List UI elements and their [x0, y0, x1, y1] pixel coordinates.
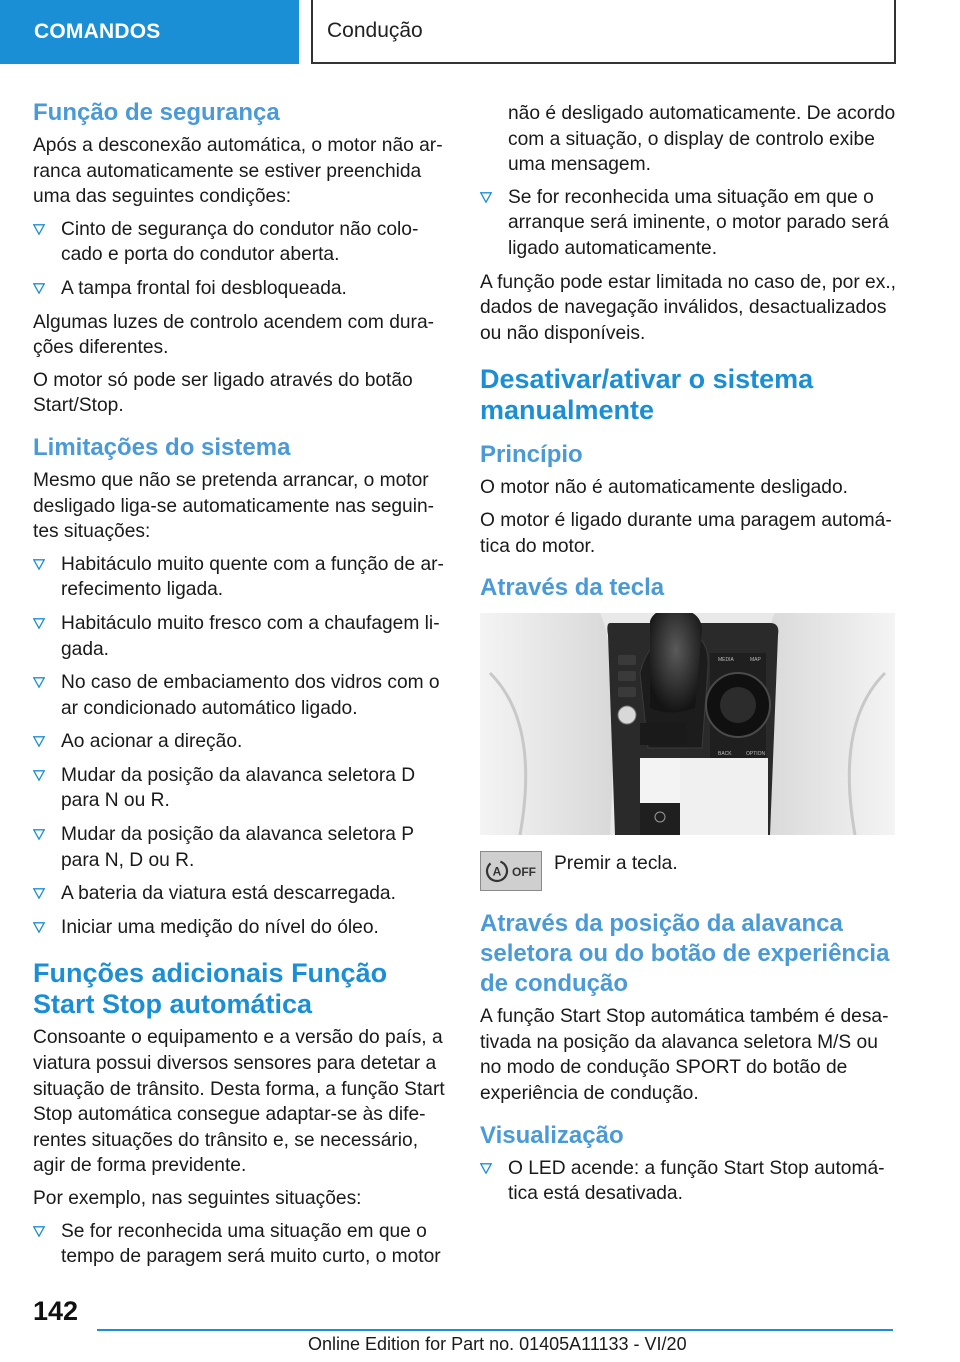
heading-display: Visualização	[480, 1121, 624, 1149]
display-list	[480, 1156, 898, 1207]
bullet-triangle-icon	[480, 192, 492, 203]
list-item: Se for reconhecida uma situação em que o tempo de paragem será muito curto, o motor	[33, 1219, 450, 1270]
bullet-triangle-icon	[33, 224, 45, 235]
list-item: No caso de embaciamento dos vidros com o ar condicionado automático ligado.	[33, 670, 450, 721]
example-list	[33, 1219, 450, 1270]
bullet-triangle-icon	[33, 677, 45, 688]
paragraph-additional: Consoante o equipamento e a versão do país, a viatura possui diversos sensores para detetar a situação de trânsito. Desta forma, a função Start Stop automática consegue adaptar-se às diferentes situações do trânsito e, se necessário, agir de forma previdente.	[33, 1027, 445, 1177]
list-item: Ao acionar a direção.	[33, 729, 450, 755]
list-item: Mudar da posição da alavanca seletora D para N ou R.	[33, 763, 450, 814]
section-tab	[0, 0, 299, 64]
bullet-triangle-icon	[33, 888, 45, 899]
bullet-triangle-icon	[33, 618, 45, 629]
paragraph-principle-1: O motor não é automaticamente desligado.	[480, 477, 848, 499]
list-item: O LED acende: a função Start Stop automática está desativada.	[480, 1156, 898, 1207]
button-caption: Premir a tecla.	[554, 853, 678, 875]
paragraph-start: O motor só pode ser ligado através do botão Start/Stop.	[33, 369, 413, 417]
left-column	[33, 98, 450, 1278]
list-item: Iniciar uma medição do nível do óleo.	[33, 915, 450, 941]
paragraph-lights: Algumas luzes de controlo acendem com durações diferentes.	[33, 311, 435, 359]
limits-list	[33, 552, 450, 941]
bullet-triangle-icon	[480, 1163, 492, 1174]
bullet-triangle-icon	[33, 922, 45, 933]
list-item: Habitáculo muito quente com a função de arrefecimento ligada.	[33, 552, 450, 603]
list-item-continuation: não é desligado automaticamente. De acordo com a situação, o display de controlo exibe uma mensagem.	[508, 103, 896, 176]
heading-via-selector: Através da posição da alavanca seletora ou do botão de experiência de condução	[480, 910, 890, 998]
start-stop-off-button	[480, 851, 542, 891]
page-number: 142	[33, 1296, 79, 1326]
heading-manual-deactivation: Desativar/ativar o sistema manualmente	[480, 364, 814, 426]
paragraph-example: Por exemplo, nas seguintes situações:	[33, 1188, 362, 1209]
bullet-triangle-icon	[33, 770, 45, 781]
section-title: COMANDOS	[34, 20, 161, 43]
heading-system-limits: Limitações do sistema	[33, 433, 291, 461]
bullet-triangle-icon	[33, 1226, 45, 1237]
paragraph-limits: Mesmo que não se pretenda arrancar, o motor desligado liga-se automaticamente nas seguintes situações:	[33, 469, 435, 543]
paragraph-selector: A função Start Stop automática também é desativada na posição da alavanca seletora M/S ou no modo de condução SPORT do botão de experiência de condução.	[480, 1006, 889, 1104]
security-list	[33, 217, 450, 302]
off-button-row	[480, 851, 898, 891]
bullet-triangle-icon	[33, 559, 45, 570]
chapter-title: Condução	[327, 19, 423, 42]
list-item: A tampa frontal foi desbloqueada.	[33, 276, 450, 302]
chapter-header	[311, 0, 896, 64]
list-item: Se for reconhecida uma situação em que o arranque será iminente, o motor parado será ligado automaticamente.	[480, 185, 898, 262]
heading-security-function: Função de segurança	[33, 99, 280, 126]
right-column	[480, 101, 898, 1215]
svg-text:BACK: BACK	[718, 751, 732, 758]
footer-edition: Online Edition for Part no. 01405A11133 - VI/20	[308, 1334, 687, 1354]
heading-additional-functions: Funções adicionais Função Start Stop automática	[33, 958, 388, 1020]
example-list-continued	[480, 185, 898, 262]
list-item: Mudar da posição da alavanca seletora P para N, D ou R.	[33, 822, 450, 873]
svg-text:A: A	[492, 864, 502, 879]
paragraph-security: Após a desconexão automática, o motor não arranca automaticamente se estiver preenchida uma das seguintes condições:	[33, 135, 443, 208]
bullet-triangle-icon	[33, 829, 45, 840]
svg-text:MAP: MAP	[750, 657, 761, 664]
paragraph-limited: A função pode estar limitada no caso de, por ex., dados de navegação inválidos, desactualizados ou não disponíveis.	[480, 271, 896, 344]
heading-via-button: Através da tecla	[480, 574, 665, 602]
list-item: A bateria da viatura está descarregada.	[33, 881, 450, 907]
center-console-photo	[480, 613, 895, 835]
list-item: Cinto de segurança do condutor não colocado e porta do condutor aberta.	[33, 217, 450, 268]
bullet-triangle-icon	[33, 283, 45, 294]
footer-divider	[97, 1329, 893, 1331]
heading-principle: Princípio	[480, 441, 583, 469]
off-button-label: OFF	[512, 865, 536, 880]
auto-start-stop-off-icon	[484, 856, 538, 886]
list-item: Habitáculo muito fresco com a chaufagem ligada.	[33, 611, 450, 662]
svg-text:OPTION: OPTION	[746, 751, 766, 758]
paragraph-principle-2: O motor é ligado durante uma paragem automática do motor.	[480, 509, 892, 557]
svg-text:MEDIA: MEDIA	[718, 657, 734, 664]
bullet-triangle-icon	[33, 736, 45, 747]
